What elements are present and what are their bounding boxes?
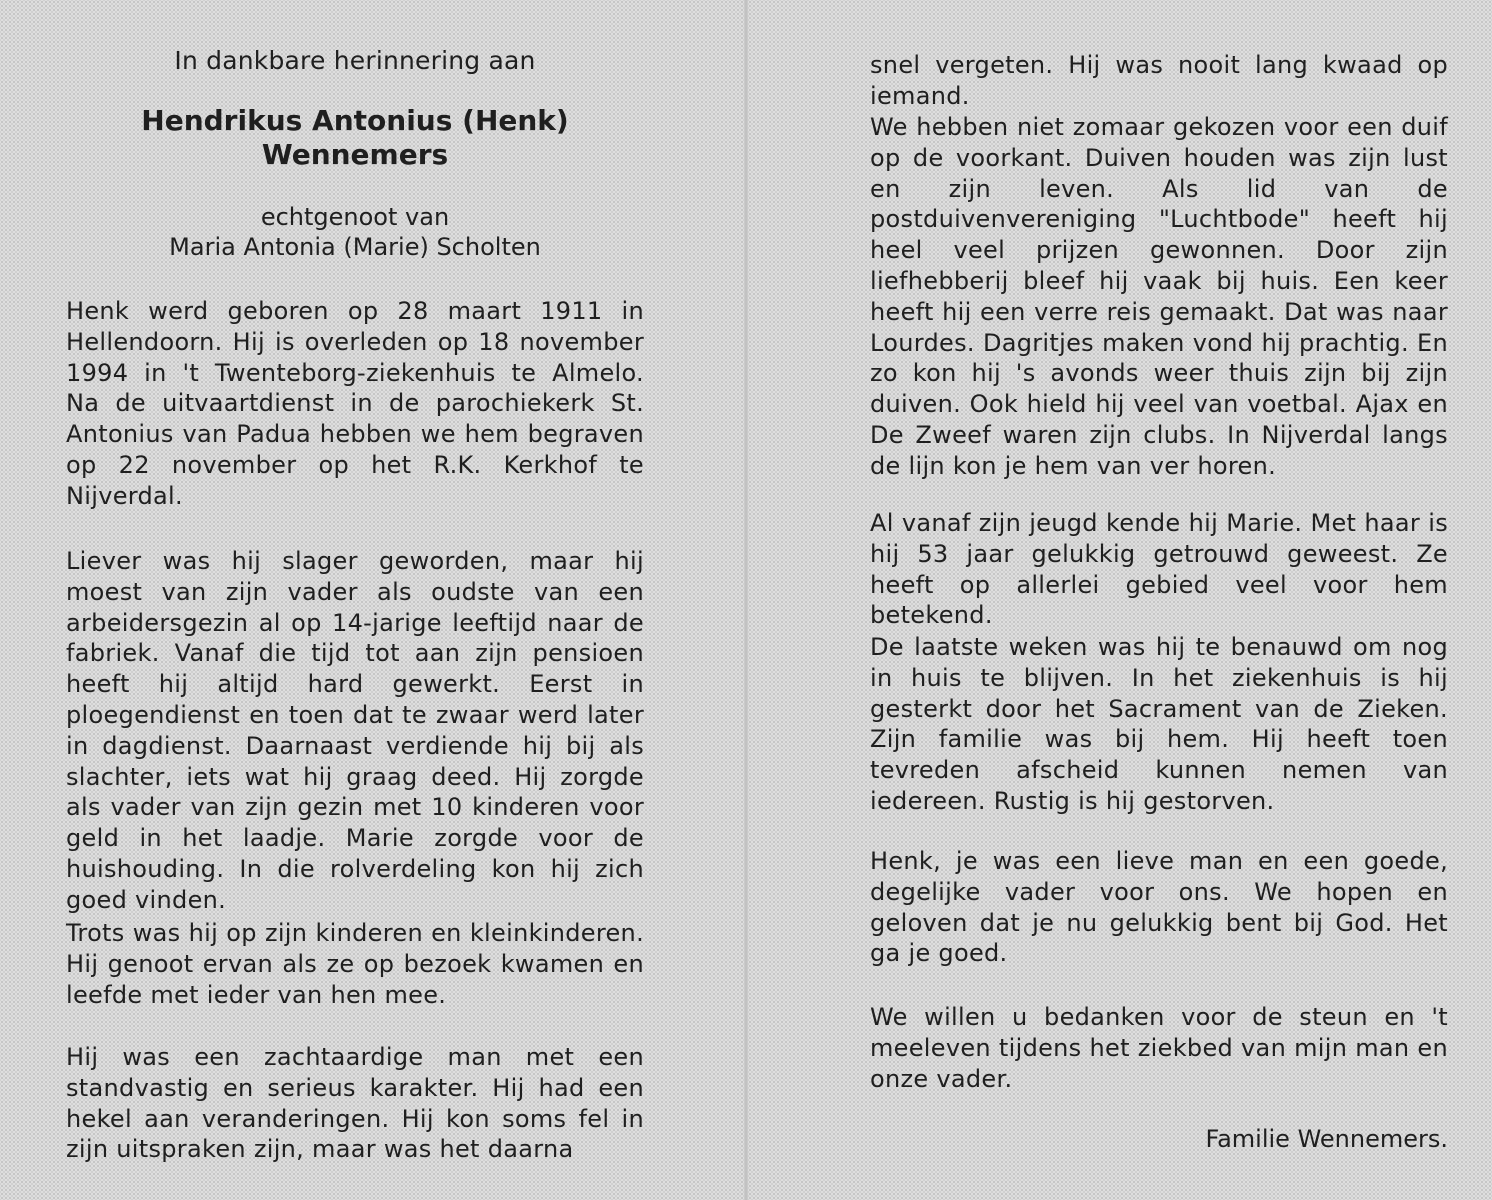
thanks-paragraph: We willen u bedanken voor de steun en 't meeleven tijdens het ziekbed van mijn man en onze vader. bbox=[870, 1003, 1448, 1093]
last-weeks-paragraph: De laatste weken was hij te benauwd om nog in huis te blijven. In het ziekenhuis is hij gesterkt door het Sacrament van de Zieken. Zijn familie was bij hem. Hij heeft toen tevreden afscheid kunnen nemen van iedereen. Rustig is hij gestorven. bbox=[870, 633, 1448, 815]
name-line-2: Wennemers bbox=[261, 138, 449, 171]
intro-line: In dankbare herinnering aan bbox=[174, 46, 536, 75]
spouse-block bbox=[66, 202, 644, 262]
marriage-paragraph: Al vanaf zijn jeugd kende hij Marie. Met haar is hij 53 jaar gelukkig getrouwd geweest. Ze heeft op allerlei gebied veel voor hem betekend. bbox=[870, 509, 1448, 630]
deceased-name bbox=[66, 104, 644, 172]
birth-death-paragraph: Henk werd geboren op 28 maart 1911 in Hellendoorn. Hij is overleden op 18 november 1994 in 't Twenteborg-ziekenhuis te Almelo. Na de uitvaartdienst in de parochiekerk St. Antonius van Padua hebben we hem begraven op 22 november op het R.K. Kerkhof te Nijverdal. bbox=[66, 297, 644, 510]
pigeons-paragraph: We hebben niet zomaar gekozen voor een duif op de voorkant. Duiven houden was zijn lust en zijn leven. Als lid van de postduivenvereniging "Luchtbode" heeft hij heel veel prijzen gewonnen. Door zijn liefhebberij bleef hij vaak bij huis. Een keer heeft hij een verre reis gemaakt. Dat was naar Lourdes. Dagritjes maken vond hij prachtig. En zo kon hij 's avonds weer thuis zijn bij zijn duiven. Ook hield hij veel van voetbal. Ajax en De Zweef waren zijn clubs. In Nijverdal langs de lijn kon je hem van ver horen. bbox=[870, 113, 1448, 480]
spouse-name: Maria Antonia (Marie) Scholten bbox=[169, 233, 541, 261]
family-signature: Familie Wennemers. bbox=[1205, 1125, 1448, 1153]
name-line-1: Hendrikus Antonius (Henk) bbox=[141, 104, 569, 137]
character-paragraph: Hij was een zachtaardige man met een standvastig en serieus karakter. Hij had een hekel aan veranderingen. Hij kon soms fel in zijn uitspraken zijn, maar was het daarna bbox=[66, 1043, 644, 1164]
children-paragraph: Trots was hij op zijn kinderen en kleinkinderen. Hij genoot ervan als ze op bezoek kwamen en leefde met ieder van hen mee. bbox=[66, 919, 644, 1009]
farewell-paragraph: Henk, je was een lieve man en een goede, degelijke vader voor ons. We hopen en geloven dat je nu gelukkig bent bij God. Het ga je goed. bbox=[870, 847, 1448, 968]
spouse-label: echtgenoot van bbox=[260, 203, 450, 231]
work-life-paragraph: Liever was hij slager geworden, maar hij moest van zijn vader als oudste van een arbeidersgezin al op 14-jarige leeftijd naar de fabriek. Vanaf die tijd tot aan zijn pensioen heeft hij altijd hard gewerkt. Eerst in ploegendienst en toen dat te zwaar werd later in dagdienst. Daarnaast verdiende hij bij als slachter, iets wat hij graag deed. Hij zorgde als vader van zijn gezin met 10 kinderen voor geld in het laadje. Marie zorgde voor de huishouding. In die rolverdeling kon hij zich goed vinden. bbox=[66, 547, 644, 914]
card-fold bbox=[744, 0, 748, 1200]
continuation-paragraph: snel vergeten. Hij was nooit lang kwaad op iemand. bbox=[870, 51, 1448, 110]
